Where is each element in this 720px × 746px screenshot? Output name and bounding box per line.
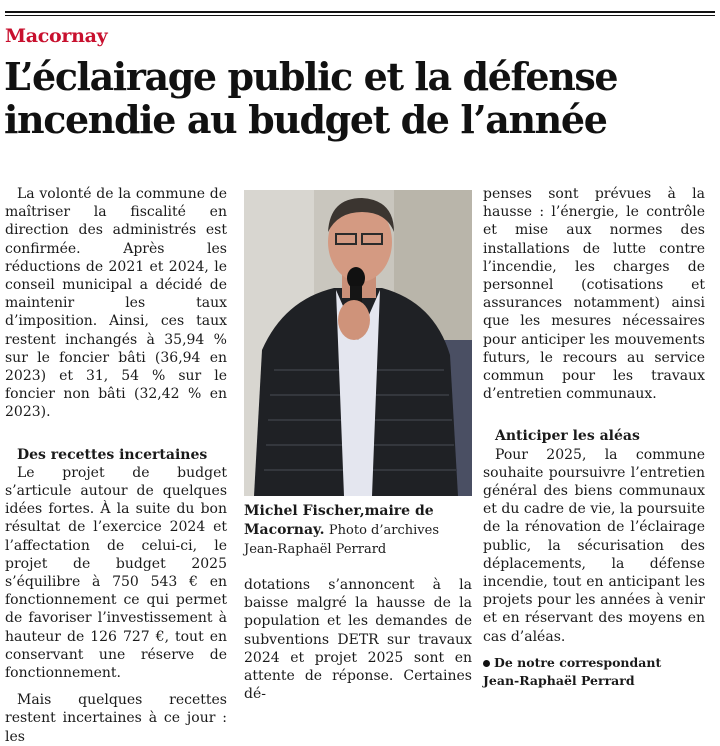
byline	[483, 654, 705, 690]
paragraph: dotations s’annoncent à la baisse malgré la hausse de la population et les demandes de subventions DETR sur travaux 2024 et projet 2025 sont en attente de réponse. Certaines dé-	[244, 577, 472, 703]
caption-name: Michel Fischer,maire de Macornay.	[244, 503, 434, 538]
article-column-2	[244, 576, 472, 703]
paragraph: La volonté de la commune de maîtriser la fiscalité en direction des administrés est confirmée. Après les réductions de 2021 et 2024, le conseil municipal a décidé de maintenir les taux d’imposition. Ainsi, ces taux restent inchangés à 35,94 % sur le foncier bâti (36,94 en 2023) et 31, 54 % sur le foncier non bâti (32,42 % en 2023).	[5, 186, 227, 421]
paragraph: penses sont prévues à la hausse : l’énergie, le contrôle et mise aux normes des installations de lutte contre l’incendie, les charges de personnel (cotisations et assurances notamment) ainsi que les mesures nécessaires pour anticiper les mouvements futurs, le recours au service commun pour les travaux d’entretien communaux.	[483, 186, 705, 403]
bullet-icon	[483, 660, 490, 667]
top-rule-thin	[5, 15, 715, 16]
subheading: Des recettes incertaines	[17, 446, 208, 463]
caption-credit: Photo d’archives Jean-Raphaël Perrard	[244, 523, 439, 557]
paragraph: Le projet de budget s’articule autour de quelques idées fortes. À la suite du bon résultat de l’exercice 2024 et l’affectation de celui-ci, le projet de budget 2025 s’équilibre à 750 543 € en fonctionnement ce qui permet de favoriser l’investissement à hauteur de 126 727 €, tout en conservant une réserve de fonctionnement.	[5, 464, 227, 682]
section-kicker: Macornay	[5, 25, 108, 47]
portrait-photo	[244, 190, 472, 496]
photo-illustration	[244, 190, 472, 496]
paragraph: Mais quelques recettes restent incertaines à ce jour : les	[5, 692, 227, 745]
article-column-3	[483, 185, 705, 690]
article-headline: L’éclairage public et la défense incendie au budget de l’année	[4, 54, 618, 142]
byline-author: Jean-Raphaël Perrard	[483, 672, 635, 688]
photo-caption	[244, 502, 474, 559]
article-column-1	[5, 185, 227, 746]
byline-role: De notre correspondant	[494, 654, 662, 670]
top-rule	[5, 11, 715, 13]
paragraph: Pour 2025, la commune souhaite poursuivre l’entretien général des biens communaux et du cadre de vie, la poursuite de la rénovation de l’éclairage public, la sécurisation des déplacements, la défense incendie, tout en anticipant les projets pour les années à venir et en réservant des moyens en cas d’aléas.	[483, 446, 705, 645]
subheading: Anticiper les aléas	[495, 428, 640, 445]
